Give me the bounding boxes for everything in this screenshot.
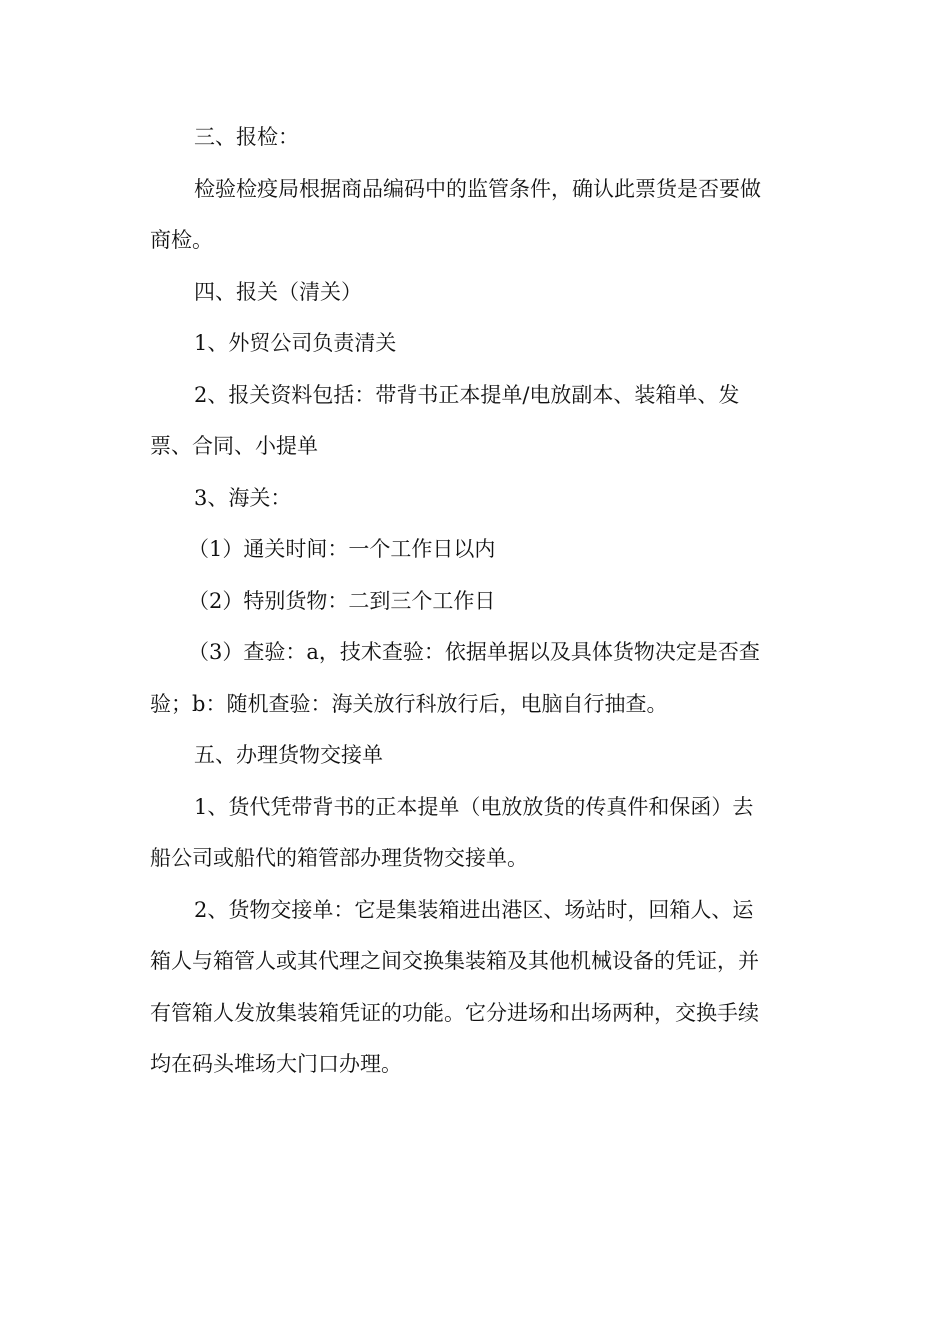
section-heading-customs	[150, 267, 800, 319]
section-heading-handover	[150, 730, 800, 782]
paragraph-handover-item-2	[150, 885, 800, 1091]
text-line: 商检。	[150, 228, 213, 252]
paragraph-customs-item-1	[150, 318, 800, 370]
paragraph-customs-sub-1	[150, 524, 800, 576]
text-line: （1）通关时间：一个工作日以内	[188, 537, 496, 561]
text-line: 五、办理货物交接单	[194, 743, 383, 767]
paragraph-customs-sub-3	[150, 627, 800, 730]
document-body	[150, 112, 800, 1091]
paragraph-customs-sub-2	[150, 576, 800, 628]
paragraph-inspection-desc	[150, 164, 800, 267]
text-line: （3）查验：a，技术查验：依据单据以及具体货物决定是否查	[188, 640, 760, 664]
paragraph-customs-item-3	[150, 473, 800, 525]
text-line: 检验检疫局根据商品编码中的监管条件，确认此票货是否要做	[194, 176, 761, 201]
text-line: 均在码头堆场大门口办理。	[150, 1052, 402, 1076]
text-line: 2、货物交接单：它是集装箱进出港区、场站时，回箱人、运	[194, 897, 754, 922]
text-line: 三、报检：	[194, 125, 299, 149]
text-line: 3、海关：	[194, 485, 292, 510]
text-line: （2）特别货物：二到三个工作日	[188, 588, 496, 613]
paragraph-handover-item-1	[150, 782, 800, 885]
text-line: 有管箱人发放集装箱凭证的功能。它分进场和出场两种，交换手续	[150, 1000, 759, 1025]
text-line: 2、报关资料包括：带背书正本提单/电放副本、装箱单、发	[194, 382, 740, 407]
text-line: 票、合同、小提单	[150, 434, 318, 458]
text-line: 1、货代凭带背书的正本提单（电放放货的传真件和保函）去	[194, 794, 754, 819]
text-line: 1、外贸公司负责清关	[194, 331, 397, 355]
text-line: 验；b：随机查验：海关放行科放行后，电脑自行抽查。	[150, 691, 668, 716]
section-heading-inspection	[150, 112, 800, 164]
text-line: 船公司或船代的箱管部办理货物交接单。	[150, 846, 528, 870]
paragraph-customs-item-2	[150, 370, 800, 473]
text-line: 箱人与箱管人或其代理之间交换集装箱及其他机械设备的凭证，并	[150, 949, 759, 973]
text-line: 四、报关（清关）	[194, 279, 362, 304]
